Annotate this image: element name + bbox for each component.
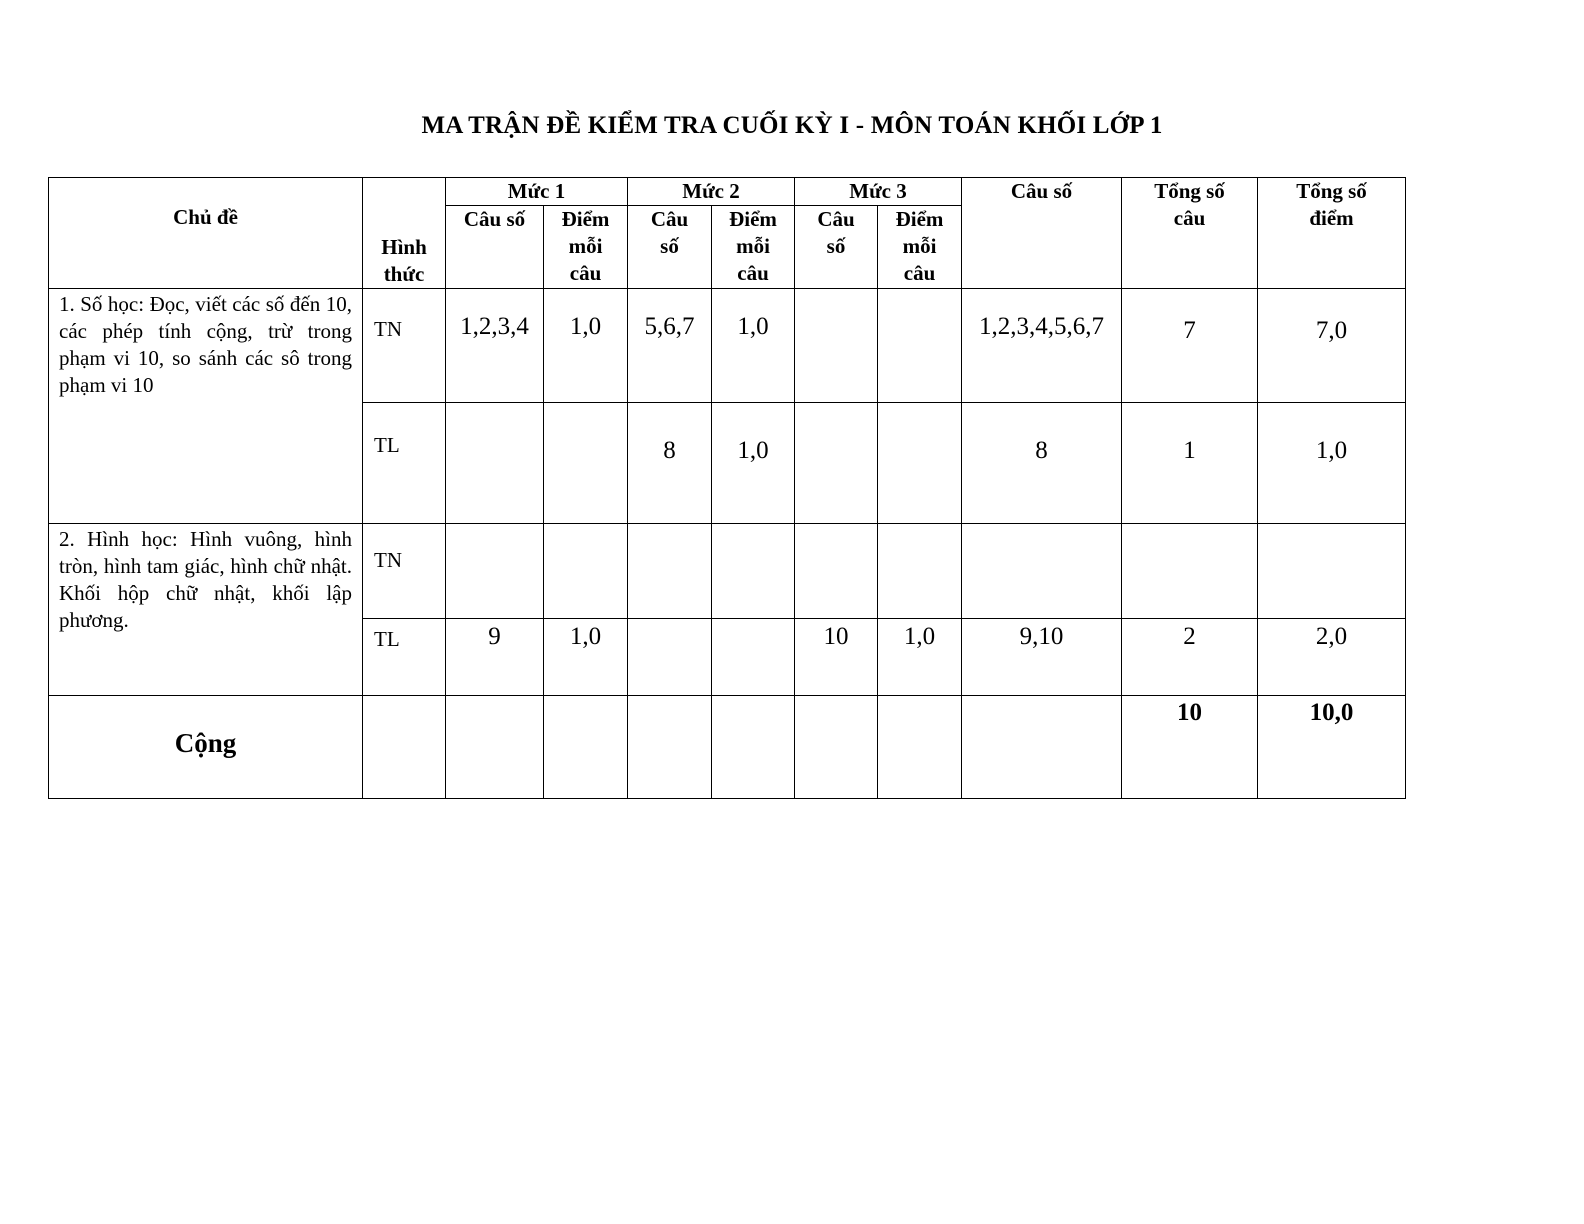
cell-form: TL [363, 403, 446, 524]
cell-m3-cau [795, 403, 878, 524]
cell-m1-diem [544, 524, 628, 619]
cell-tong-cau [1122, 524, 1258, 619]
cell-m1-cau [446, 524, 544, 619]
header-muc-2: Mức 2 [628, 178, 795, 206]
header-m2-diem: Điểm mỗi câu [712, 206, 795, 289]
empty-cell [544, 696, 628, 799]
total-tong-cau: 10 [1122, 696, 1258, 799]
cell-m2-diem: 1,0 [712, 403, 795, 524]
header-cau-so: Câu số [962, 178, 1122, 289]
total-row [49, 696, 1406, 799]
cell-tong-cau: 1 [1122, 403, 1258, 524]
cell-m2-diem [712, 524, 795, 619]
total-label: Cộng [49, 696, 363, 799]
cell-cau-so: 9,10 [962, 619, 1122, 696]
cell-form: TL [363, 619, 446, 696]
cell-m1-cau: 1,2,3,4 [446, 289, 544, 403]
cell-cau-so [962, 524, 1122, 619]
cell-m1-cau [446, 403, 544, 524]
header-muc-1: Mức 1 [446, 178, 628, 206]
topic-hinh-hoc: 2. Hình học: Hình vuông, hình tròn, hình tam giác, hình chữ nhật. Khối hộp chữ nhật, khối lập phương. [49, 524, 363, 696]
header-m1-cau-so: Câu số [446, 206, 544, 289]
empty-cell [962, 696, 1122, 799]
page-title: MA TRẬN ĐỀ KIỂM TRA CUỐI KỲ I - MÔN TOÁN KHỐI LỚP 1 [421, 112, 1163, 139]
empty-cell [712, 696, 795, 799]
header-muc-3: Mức 3 [795, 178, 962, 206]
cell-m3-cau: 10 [795, 619, 878, 696]
cell-m2-diem: 1,0 [712, 289, 795, 403]
cell-m2-cau: 8 [628, 403, 712, 524]
cell-m3-diem [878, 289, 962, 403]
empty-cell [628, 696, 712, 799]
cell-tong-cau: 2 [1122, 619, 1258, 696]
header-m2-cau-so: Câu số [628, 206, 712, 289]
empty-cell [363, 696, 446, 799]
cell-tong-diem: 2,0 [1258, 619, 1406, 696]
table-row [49, 289, 1406, 403]
cell-m3-diem [878, 403, 962, 524]
cell-m1-diem: 1,0 [544, 289, 628, 403]
cell-m1-cau: 9 [446, 619, 544, 696]
cell-m2-cau [628, 524, 712, 619]
cell-tong-cau: 7 [1122, 289, 1258, 403]
cell-form: TN [363, 524, 446, 619]
header-row-top [49, 178, 1406, 206]
cell-tong-diem [1258, 524, 1406, 619]
total-tong-diem: 10,0 [1258, 696, 1406, 799]
header-chu-de: Chủ đề [49, 178, 363, 289]
empty-cell [795, 696, 878, 799]
cell-m3-diem: 1,0 [878, 619, 962, 696]
cell-tong-diem: 1,0 [1258, 403, 1406, 524]
header-m3-diem: Điểm mỗi câu [878, 206, 962, 289]
exam-matrix-table [48, 177, 1406, 799]
cell-form: TN [363, 289, 446, 403]
cell-m1-diem [544, 403, 628, 524]
cell-cau-so: 8 [962, 403, 1122, 524]
cell-tong-diem: 7,0 [1258, 289, 1406, 403]
header-m3-cau-so: Câu số [795, 206, 878, 289]
header-m1-diem: Điểm mỗi câu [544, 206, 628, 289]
header-hinh-thuc: Hình thức [363, 178, 446, 289]
empty-cell [446, 696, 544, 799]
cell-cau-so: 1,2,3,4,5,6,7 [962, 289, 1122, 403]
empty-cell [878, 696, 962, 799]
cell-m3-cau [795, 289, 878, 403]
cell-m2-cau: 5,6,7 [628, 289, 712, 403]
header-tong-so-cau: Tổng số câu [1122, 178, 1258, 289]
cell-m2-diem [712, 619, 795, 696]
header-tong-so-diem: Tổng số điểm [1258, 178, 1406, 289]
table-row [49, 524, 1406, 619]
cell-m2-cau [628, 619, 712, 696]
cell-m1-diem: 1,0 [544, 619, 628, 696]
cell-m3-diem [878, 524, 962, 619]
cell-m3-cau [795, 524, 878, 619]
topic-so-hoc: 1. Số học: Đọc, viết các số đến 10, các phép tính cộng, trừ trong phạm vi 10, so sánh các sô trong phạm vi 10 [49, 289, 363, 524]
